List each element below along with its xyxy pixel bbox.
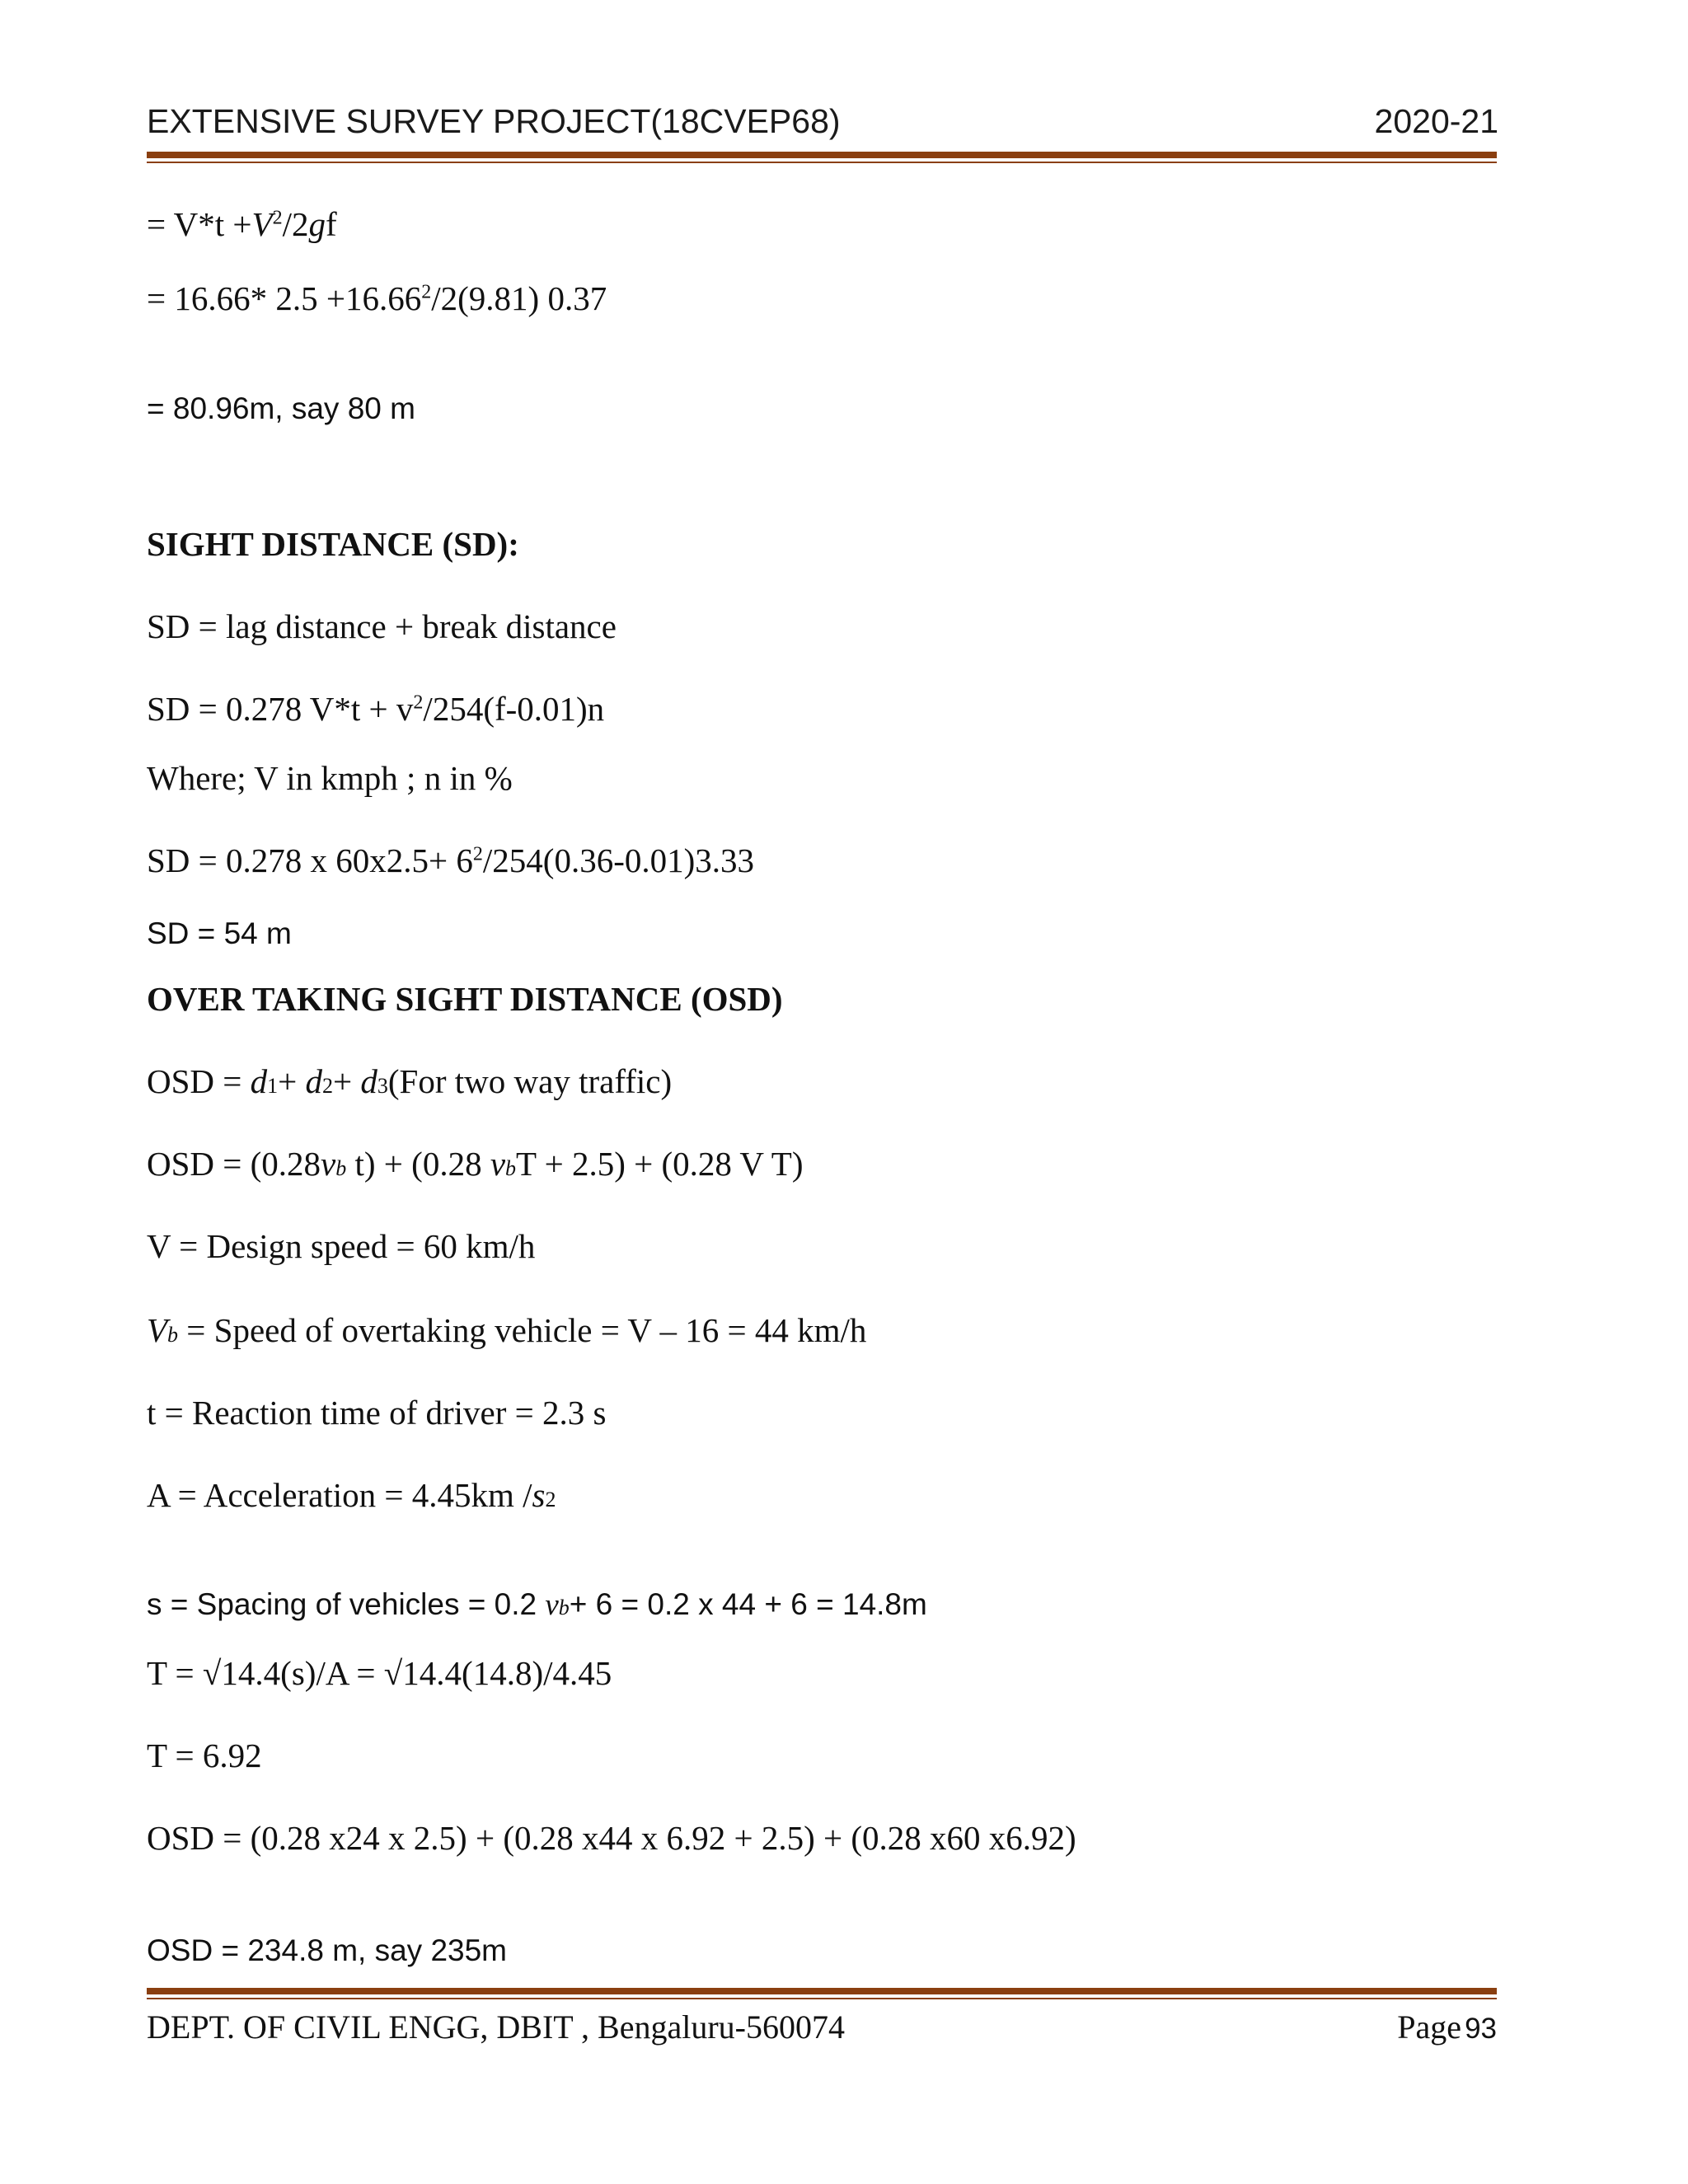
vehicle-spacing: s = Spacing of vehicles = 0.2 vb+ 6 = 0.2 x 44 + 6 = 14.8m [147,1587,927,1622]
heading-sight-distance: SIGHT DISTANCE (SD): [147,525,519,563]
osd-result: OSD = 234.8 m, say 235m [147,1933,508,1967]
heading-overtaking-sight-distance: OVER TAKING SIGHT DISTANCE (OSD) [147,980,783,1018]
overtaking-time-result: T = 6.92 [147,1736,262,1774]
formula-sd-general: = $V*t +V^2/2gf$ [147,205,337,243]
header-rule-thin [147,162,1497,163]
design-speed: V = Design speed = 60 km/h [147,1227,536,1265]
sd-definition: SD = lag distance + break distance [147,607,617,645]
page-number: 93 [1465,2013,1497,2045]
overtaking-vehicle-speed: Vb = Speed of overtaking vehicle = V – 16 = 44 km/h [147,1311,867,1349]
header-rule-thick [147,152,1497,158]
acceleration: A = Acceleration = 4.45km /s2 [147,1476,556,1514]
sd-where: Where; V in kmph ; n in % [147,759,513,797]
header-year: 2020-21 [1374,102,1498,140]
footer-rule-thin [147,1998,1497,1999]
result-80m: = 80.96m, say 80 m [147,391,415,425]
osd-formula-components: OSD = d1+ d2+ d3(For two way traffic) [147,1062,673,1100]
footer-rule-thick [147,1988,1497,1994]
formula-sd-values: = 16.66* $2.5 +16.66^2/2(9.81)$ 0.37 [147,279,607,317]
footer-page: Page 93 [1397,2008,1497,2046]
osd-formula-expanded: OSD = (0.28vb t) + (0.28 vbT + 2.5) + (0.28 V T) [147,1145,804,1183]
header-title: EXTENSIVE SURVEY PROJECT(18CVEP68) [147,102,841,140]
sd-formula: SD = 0.278 $V*t + v^2/254(f-0.01)n$ [147,690,605,728]
footer-department: DEPT. OF CIVIL ENGG, DBIT , Bengaluru-560074 [147,2008,845,2046]
reaction-time: t = Reaction time of driver = 2.3 s [147,1394,607,1432]
osd-substitution: OSD = (0.28 x24 x 2.5) + (0.28 x44 x 6.92 + 2.5) + (0.28 x60 x6.92) [147,1819,1076,1857]
sd-substitution: SD = 0.278 x $60x2.5+ 6^2/254(0.36-0.01)3.33$ [147,841,755,879]
overtaking-time-formula: T = √14.4(s)/A = √14.4(14.8)/4.45 [147,1654,612,1692]
sd-result: SD = 54 m [147,916,292,950]
